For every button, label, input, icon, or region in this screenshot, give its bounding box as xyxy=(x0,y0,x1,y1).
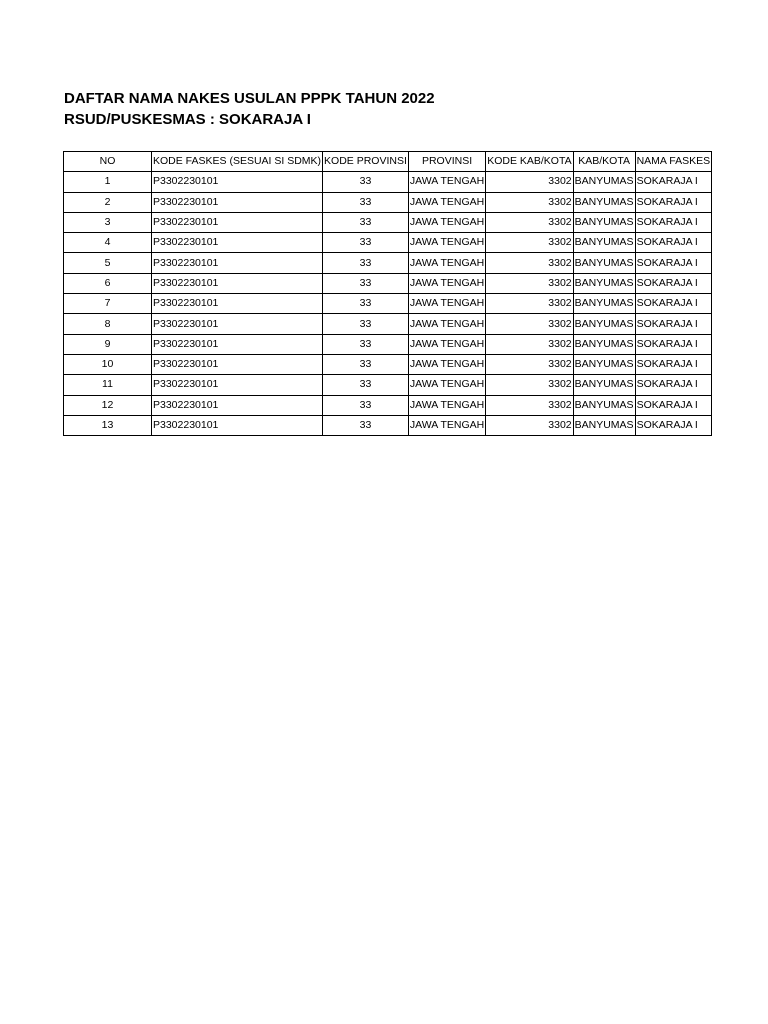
table-row xyxy=(64,273,712,293)
cell-kab-kota: BANYUMAS xyxy=(573,415,635,435)
cell-kode-provinsi: 33 xyxy=(323,253,409,273)
cell-provinsi: JAWA TENGAH xyxy=(408,334,485,354)
cell-provinsi: JAWA TENGAH xyxy=(408,192,485,212)
cell-kab-kota: BANYUMAS xyxy=(573,273,635,293)
cell-nama-faskes: SOKARAJA I xyxy=(635,253,712,273)
cell-nama-faskes: SOKARAJA I xyxy=(635,192,712,212)
cell-kode-faskes: P3302230101 xyxy=(152,375,323,395)
nakes-table xyxy=(63,151,712,436)
cell-kode-faskes: P3302230101 xyxy=(152,415,323,435)
cell-kode-provinsi: 33 xyxy=(323,233,409,253)
table-row xyxy=(64,334,712,354)
facility-subtitle: RSUD/PUSKESMAS : SOKARAJA I xyxy=(64,111,311,128)
cell-kode-kab-kota: 3302 xyxy=(486,375,573,395)
cell-provinsi: JAWA TENGAH xyxy=(408,395,485,415)
cell-kode-faskes: P3302230101 xyxy=(152,233,323,253)
cell-kode-kab-kota: 3302 xyxy=(486,354,573,374)
table-row xyxy=(64,212,712,232)
cell-no: 3 xyxy=(64,212,152,232)
cell-kode-faskes: P3302230101 xyxy=(152,354,323,374)
cell-kode-faskes: P3302230101 xyxy=(152,273,323,293)
cell-nama-faskes: SOKARAJA I xyxy=(635,415,712,435)
header-kode-kab-kota: KODE KAB/KOTA xyxy=(486,152,573,172)
cell-kab-kota: BANYUMAS xyxy=(573,212,635,232)
cell-kode-kab-kota: 3302 xyxy=(486,334,573,354)
cell-kode-provinsi: 33 xyxy=(323,314,409,334)
cell-kode-kab-kota: 3302 xyxy=(486,192,573,212)
cell-no: 4 xyxy=(64,233,152,253)
cell-nama-faskes: SOKARAJA I xyxy=(635,172,712,192)
cell-kode-provinsi: 33 xyxy=(323,375,409,395)
cell-kode-provinsi: 33 xyxy=(323,334,409,354)
cell-kode-kab-kota: 3302 xyxy=(486,233,573,253)
table-row xyxy=(64,253,712,273)
table-row xyxy=(64,233,712,253)
cell-kab-kota: BANYUMAS xyxy=(573,395,635,415)
cell-kab-kota: BANYUMAS xyxy=(573,172,635,192)
cell-kode-kab-kota: 3302 xyxy=(486,273,573,293)
cell-kab-kota: BANYUMAS xyxy=(573,253,635,273)
cell-nama-faskes: SOKARAJA I xyxy=(635,314,712,334)
cell-no: 1 xyxy=(64,172,152,192)
cell-no: 13 xyxy=(64,415,152,435)
table-row xyxy=(64,294,712,314)
cell-no: 2 xyxy=(64,192,152,212)
cell-kode-kab-kota: 3302 xyxy=(486,314,573,334)
cell-no: 7 xyxy=(64,294,152,314)
header-no: NO xyxy=(64,152,152,172)
header-provinsi: PROVINSI xyxy=(408,152,485,172)
cell-kode-kab-kota: 3302 xyxy=(486,253,573,273)
cell-kode-kab-kota: 3302 xyxy=(486,212,573,232)
cell-provinsi: JAWA TENGAH xyxy=(408,294,485,314)
table-row xyxy=(64,172,712,192)
cell-no: 5 xyxy=(64,253,152,273)
cell-kode-faskes: P3302230101 xyxy=(152,253,323,273)
cell-kode-faskes: P3302230101 xyxy=(152,334,323,354)
header-kode-faskes: KODE FASKES (SESUAI SI SDMK) xyxy=(152,152,323,172)
cell-kode-provinsi: 33 xyxy=(323,212,409,232)
cell-nama-faskes: SOKARAJA I xyxy=(635,294,712,314)
cell-kode-kab-kota: 3302 xyxy=(486,294,573,314)
cell-nama-faskes: SOKARAJA I xyxy=(635,212,712,232)
cell-nama-faskes: SOKARAJA I xyxy=(635,334,712,354)
cell-kode-faskes: P3302230101 xyxy=(152,192,323,212)
cell-no: 8 xyxy=(64,314,152,334)
cell-kab-kota: BANYUMAS xyxy=(573,314,635,334)
cell-kab-kota: BANYUMAS xyxy=(573,354,635,374)
cell-no: 11 xyxy=(64,375,152,395)
cell-nama-faskes: SOKARAJA I xyxy=(635,375,712,395)
cell-provinsi: JAWA TENGAH xyxy=(408,375,485,395)
cell-provinsi: JAWA TENGAH xyxy=(408,233,485,253)
table-header-row xyxy=(64,152,712,172)
cell-kab-kota: BANYUMAS xyxy=(573,192,635,212)
cell-kab-kota: BANYUMAS xyxy=(573,294,635,314)
cell-kab-kota: BANYUMAS xyxy=(573,233,635,253)
cell-nama-faskes: SOKARAJA I xyxy=(635,395,712,415)
cell-kode-provinsi: 33 xyxy=(323,395,409,415)
cell-kab-kota: BANYUMAS xyxy=(573,334,635,354)
table-row xyxy=(64,354,712,374)
header-kode-provinsi: KODE PROVINSI xyxy=(323,152,409,172)
table-row xyxy=(64,395,712,415)
document-title: DAFTAR NAMA NAKES USULAN PPPK TAHUN 2022 xyxy=(64,90,435,107)
table-row xyxy=(64,314,712,334)
cell-kode-kab-kota: 3302 xyxy=(486,172,573,192)
cell-provinsi: JAWA TENGAH xyxy=(408,273,485,293)
table-row xyxy=(64,415,712,435)
cell-no: 10 xyxy=(64,354,152,374)
cell-kode-provinsi: 33 xyxy=(323,294,409,314)
cell-kab-kota: BANYUMAS xyxy=(573,375,635,395)
cell-no: 6 xyxy=(64,273,152,293)
cell-kode-faskes: P3302230101 xyxy=(152,395,323,415)
cell-kode-provinsi: 33 xyxy=(323,354,409,374)
cell-provinsi: JAWA TENGAH xyxy=(408,314,485,334)
cell-kode-faskes: P3302230101 xyxy=(152,212,323,232)
cell-provinsi: JAWA TENGAH xyxy=(408,415,485,435)
cell-kode-provinsi: 33 xyxy=(323,273,409,293)
cell-nama-faskes: SOKARAJA I xyxy=(635,273,712,293)
cell-nama-faskes: SOKARAJA I xyxy=(635,233,712,253)
cell-provinsi: JAWA TENGAH xyxy=(408,354,485,374)
table-row xyxy=(64,375,712,395)
header-nama-faskes: NAMA FASKES xyxy=(635,152,712,172)
cell-kode-kab-kota: 3302 xyxy=(486,415,573,435)
cell-kode-provinsi: 33 xyxy=(323,415,409,435)
cell-nama-faskes: SOKARAJA I xyxy=(635,354,712,374)
table-row xyxy=(64,192,712,212)
cell-kode-provinsi: 33 xyxy=(323,172,409,192)
cell-no: 12 xyxy=(64,395,152,415)
cell-provinsi: JAWA TENGAH xyxy=(408,212,485,232)
cell-provinsi: JAWA TENGAH xyxy=(408,253,485,273)
cell-no: 9 xyxy=(64,334,152,354)
cell-kode-faskes: P3302230101 xyxy=(152,294,323,314)
cell-kode-faskes: P3302230101 xyxy=(152,314,323,334)
cell-kode-faskes: P3302230101 xyxy=(152,172,323,192)
header-kab-kota: KAB/KOTA xyxy=(573,152,635,172)
cell-kode-kab-kota: 3302 xyxy=(486,395,573,415)
cell-provinsi: JAWA TENGAH xyxy=(408,172,485,192)
cell-kode-provinsi: 33 xyxy=(323,192,409,212)
